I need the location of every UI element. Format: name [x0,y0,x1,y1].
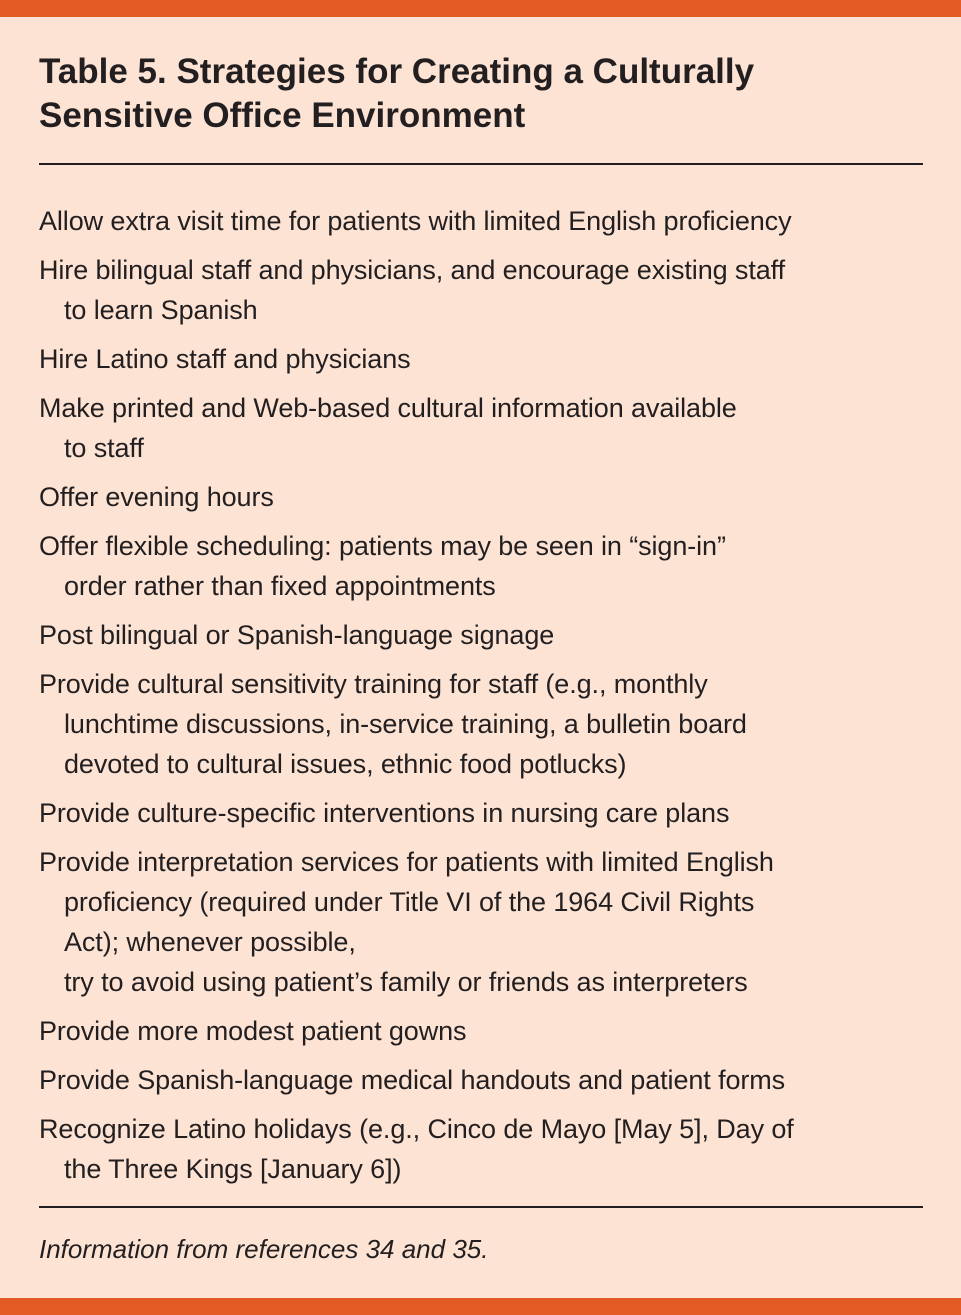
strategy-item: Recognize Latino holidays (e.g., Cinco de Mayo [May 5], Day of the Three Kings [January 6]) [39,1114,794,1184]
table-title-line-2: Sensitive Office Environment [39,96,526,135]
top-divider [39,163,923,165]
table-title [39,50,929,138]
strategy-item: Provide interpretation services for patients with limited English proficiency (required under Title VI of the 1964 Civil Rights Act); whenever possible, try to avoid using patient’s family or friends as interpreters [39,847,774,997]
table-title-line-1: Table 5. Strategies for Creating a Culturally [39,52,755,91]
strategy-item: Provide more modest patient gowns [39,1016,467,1046]
strategy-item: Post bilingual or Spanish-language signage [39,620,555,650]
strategy-item: Hire Latino staff and physicians [39,344,411,374]
bottom-divider [39,1206,923,1208]
bottom-accent-bar [0,1298,961,1315]
strategy-item: Provide cultural sensitivity training for staff (e.g., monthly lunchtime discussions, in-service training, a bulletin board devoted to cultural issues, ethnic food potlucks) [39,669,747,779]
strategy-item: Provide Spanish-language medical handouts and patient forms [39,1065,786,1095]
strategy-item: Hire bilingual staff and physicians, and encourage existing staff to learn Spanish [39,255,785,325]
strategy-item: Offer flexible scheduling: patients may be seen in “sign-in” order rather than fixed appointments [39,531,726,601]
strategy-item: Allow extra visit time for patients with limited English proficiency [39,206,792,236]
strategy-list [39,201,939,1198]
strategy-item: Offer evening hours [39,482,274,512]
footnote: Information from references 34 and 35. [39,1234,489,1264]
strategy-item: Provide culture-specific interventions in nursing care plans [39,798,730,828]
top-accent-bar [0,0,961,17]
strategy-item: Make printed and Web-based cultural information available to staff [39,393,737,463]
